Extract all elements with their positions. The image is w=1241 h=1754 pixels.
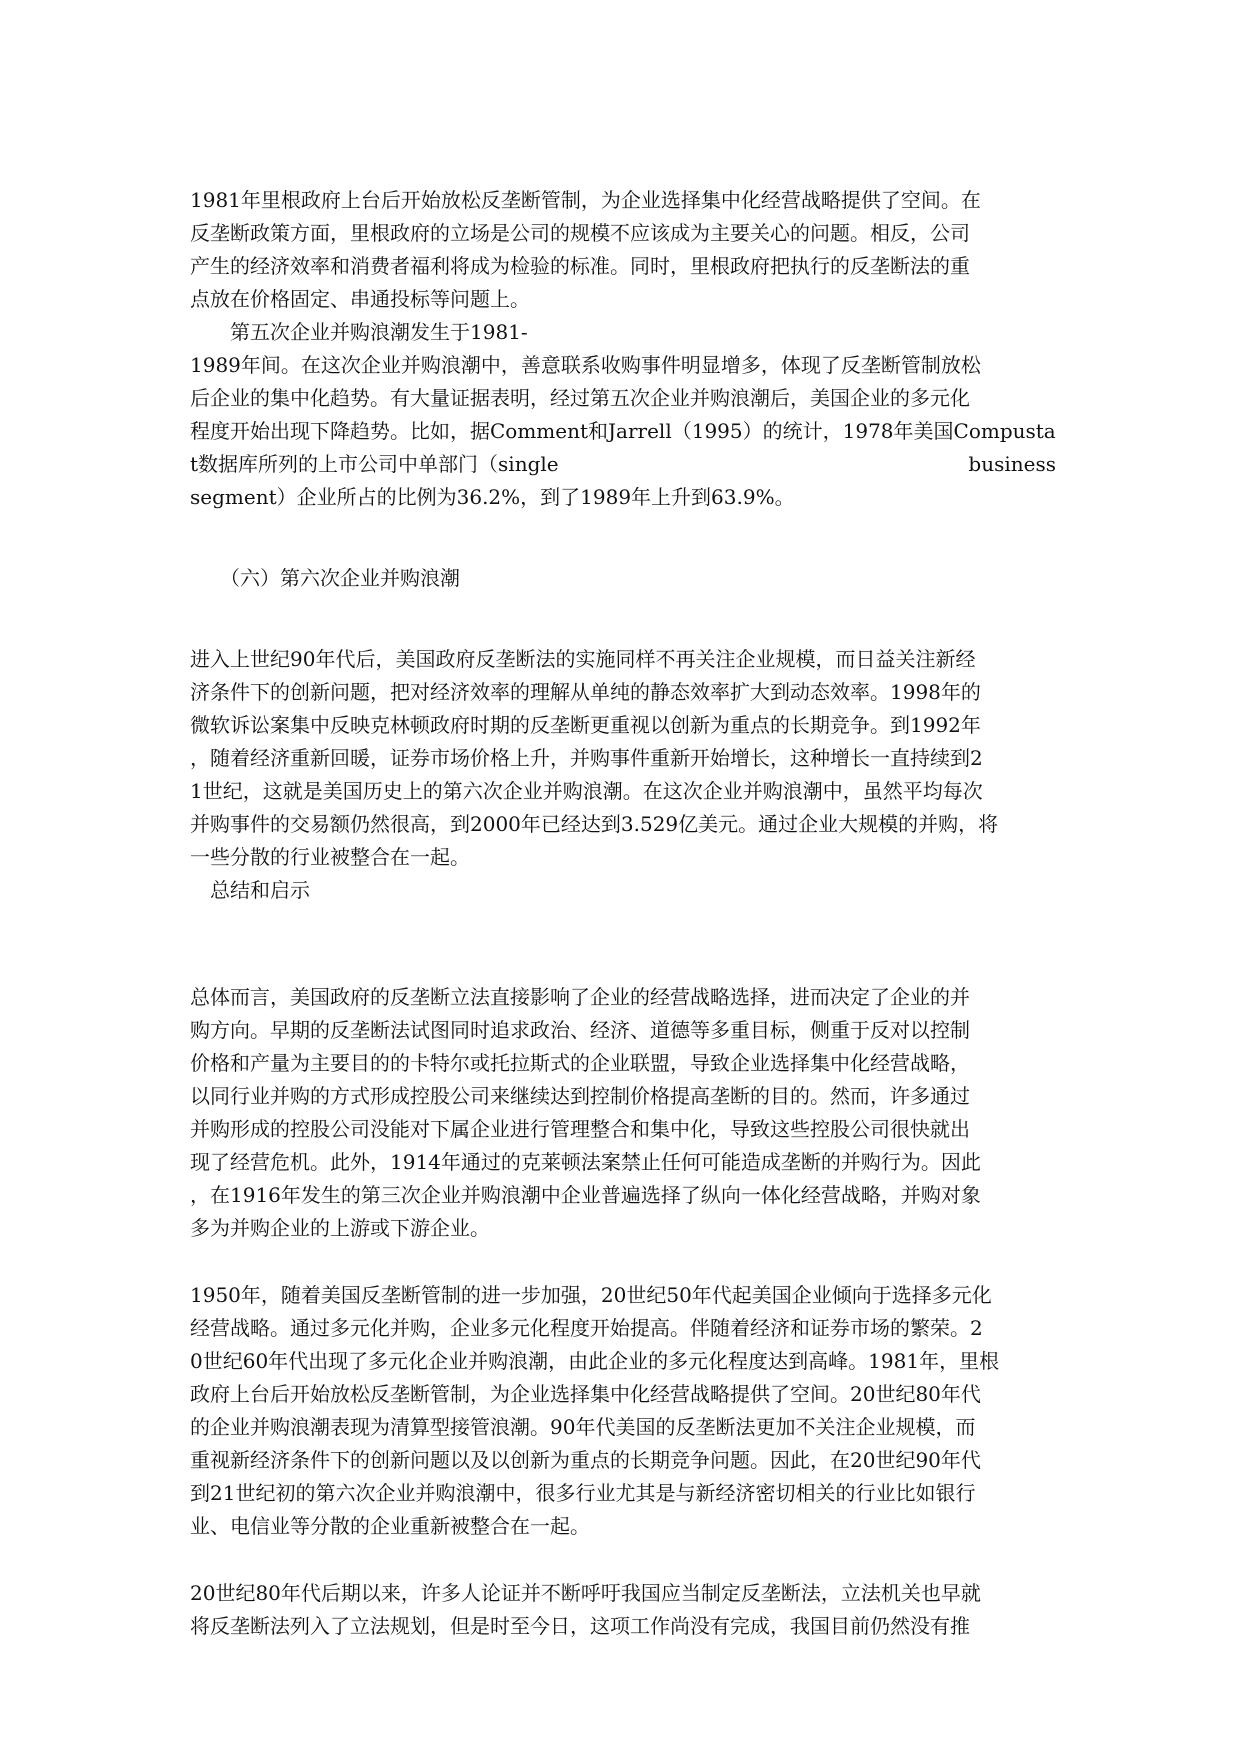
text-line: 以同行业并购的方式形成控股公司来继续达到控制价格提高垄断的目的。然而，许多通过 (190, 1084, 970, 1108)
text-fragment: business (968, 452, 1056, 476)
text-line: 购方向。早期的反垄断法试图同时追求政治、经济、道德等多重目标，侧重于反对以控制 (190, 1018, 970, 1042)
text-line: 多为并购企业的上游或下游企业。 (190, 1216, 490, 1240)
text-fragment: t数据库所列的上市公司中单部门（single (190, 452, 559, 476)
text-line: ，在1916年发生的第三次企业并购浪潮中企业普遍选择了纵向一体化经营战略，并购对象 (190, 1183, 981, 1207)
text-line: 价格和产量为主要目的的卡特尔或托拉斯式的企业联盟，导致企业选择集中化经营战略， (190, 1051, 970, 1075)
paragraph-summary-overview (190, 981, 1056, 1245)
text-line: 1950年，随着美国反垄断管制的进一步加强，20世纪50年代起美国企业倾向于选择多元化 (190, 1283, 992, 1307)
spacer (190, 595, 1056, 643)
paragraph-china-antitrust (190, 1577, 1056, 1643)
text-line: 现了经营危机。此外，1914年通过的克莱顿法案禁止任何可能造成垄断的并购行为。因此 (190, 1150, 981, 1174)
paragraph-diversification (190, 1279, 1056, 1543)
text-line: ，随着经济重新回暖，证券市场价格上升，并购事件重新开始增长，这种增长一直持续到2 (190, 746, 983, 770)
text-line: 政府上台后开始放松反垄断管制，为企业选择集中化经营战略提供了空间。20世纪80年代 (190, 1382, 981, 1406)
text-line: 将反垄断法列入了立法规划，但是时至今日，这项工作尚没有完成，我国目前仍然没有推 (190, 1614, 970, 1638)
text-line: 微软诉讼案集中反映克林顿政府时期的反垄断更重视以创新为重点的长期竞争。到1992年 (190, 713, 981, 737)
paragraph-sixth-wave (190, 643, 1056, 874)
text-line: 一些分散的行业被整合在一起。 (190, 845, 470, 869)
text-line: 反垄断政策方面，里根政府的立场是公司的规模不应该成为主要关心的问题。相反，公司 (190, 221, 970, 245)
section-heading-sixth-wave: （六）第六次企业并购浪潮 (190, 566, 460, 590)
text-line: 20世纪80年代后期以来，许多人论证并不断呼吁我国应当制定反垄断法，立法机关也早就 (190, 1581, 981, 1605)
text-line: 经营战略。通过多元化并购，企业多元化程度开始提高。伴随着经济和证券市场的繁荣。2 (190, 1316, 983, 1340)
text-line: 济条件下的创新问题，把对经济效率的理解从单纯的静态效率扩大到动态效率。1998年的 (190, 680, 981, 704)
text-line: 的企业并购浪潮表现为清算型接管浪潮。90年代美国的反垄断法更加不关注企业规模，而 (190, 1415, 976, 1439)
text-line: 进入上世纪90年代后，美国政府反垄断法的实施同样不再关注企业规模，而日益关注新经 (190, 647, 976, 671)
text-line: 到21世纪初的第六次企业并购浪潮中，很多行业尤其是与新经济密切相关的行业比如银行 (190, 1481, 976, 1505)
text-line: 后企业的集中化趋势。有大量证据表明，经过第五次企业并购浪潮后，美国企业的多元化 (190, 386, 970, 410)
text-line: 1981年里根政府上台后开始放松反垄断管制，为企业选择集中化经营战略提供了空间。在 (190, 188, 981, 212)
spacer (190, 1543, 1056, 1577)
text-line: 业、电信业等分散的企业重新被整合在一起。 (190, 1514, 590, 1538)
text-line (190, 448, 1056, 481)
spacer (190, 514, 1056, 562)
text-line: 第五次企业并购浪潮发生于1981- (190, 320, 528, 344)
text-line: 0世纪60年代出现了多元化企业并购浪潮，由此企业的多元化程度达到高峰。1981年，里根 (190, 1349, 1000, 1373)
section-heading-summary: 总结和启示 (190, 878, 310, 902)
text-line: 重视新经济条件下的创新问题以及以创新为重点的长期竞争问题。因此，在20世纪90年代 (190, 1448, 981, 1472)
text-line: 并购形成的控股公司没能对下属企业进行管理整合和集中化，导致这些控股公司很快就出 (190, 1117, 970, 1141)
document-page (190, 184, 1056, 1643)
spacer (190, 1245, 1056, 1279)
text-line: 产生的经济效率和消费者福利将成为检验的标准。同时，里根政府把执行的反垄断法的重 (190, 254, 970, 278)
paragraph-reagan-deregulation (190, 184, 1056, 316)
text-line: segment）企业所占的比例为36.2%，到了1989年上升到63.9%。 (190, 485, 795, 509)
paragraph-fifth-wave (190, 316, 1056, 514)
text-line: 1989年间。在这次企业并购浪潮中，善意联系收购事件明显增多，体现了反垄断管制放松 (190, 353, 981, 377)
text-line: 1世纪，这就是美国历史上的第六次企业并购浪潮。在这次企业并购浪潮中，虽然平均每次 (190, 779, 983, 803)
spacer (190, 907, 1056, 981)
text-line: 并购事件的交易额仍然很高，到2000年已经达到3.529亿美元。通过企业大规模的并购，将 (190, 812, 999, 836)
text-line: 总体而言，美国政府的反垄断立法直接影响了企业的经营战略选择，进而决定了企业的并 (190, 985, 970, 1009)
text-line: 程度开始出现下降趋势。比如，据Comment和Jarrell（1995）的统计，1978年美国Compusta (190, 419, 1056, 443)
text-line: 点放在价格固定、串通投标等问题上。 (190, 287, 530, 311)
